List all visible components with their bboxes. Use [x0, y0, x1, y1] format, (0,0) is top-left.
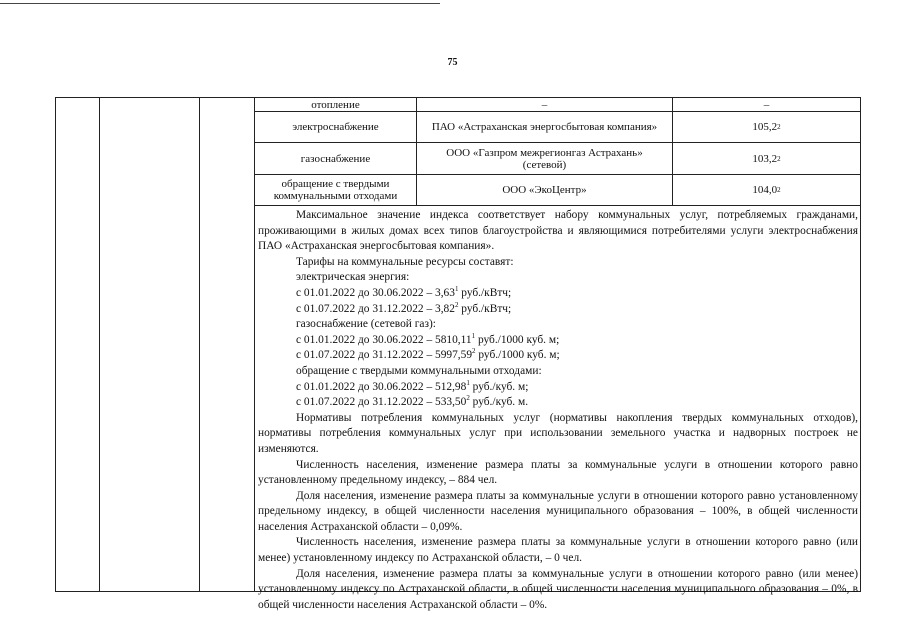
- service-index: 104,0 2: [752, 184, 781, 196]
- service-provider: ПАО «Астраханская энергосбытовая компания»: [431, 121, 658, 133]
- service-index: 103,2 2: [752, 152, 781, 165]
- service-name: электроснабжение: [292, 121, 379, 133]
- electricity-tariff-2: с 01.07.2022 до 31.12.2022 – 3,82$^2$ руб./кВтч;: [296, 300, 512, 315]
- service-index: –: [763, 98, 770, 111]
- paragraph-share-1: Доля населения, изменение размера платы за коммунальные услуги в отношении которого равно установленному предельному индексу, в общей численности населения муниципального образования – 100%, в общей численности населения Астраханской области – 0,09%.: [258, 489, 858, 533]
- service-name: газоснабжение: [300, 152, 371, 165]
- waste-tariff-1: с 01.01.2022 до 30.06.2022 – 512,98$^1$ руб./куб. м;: [296, 378, 529, 393]
- column-divider: [99, 98, 100, 591]
- service-index: 105,2 2: [752, 121, 781, 133]
- paragraph-population-1: Численность населения, изменение размера платы за коммунальные услуги в отношении которого равно установленному предельному индексу, – 884 чел.: [258, 458, 858, 487]
- tariffs-intro: Тарифы на коммунальные ресурсы составят:: [296, 255, 514, 268]
- waste-tariff-2: с 01.07.2022 до 31.12.2022 – 533,50$^2$ руб./куб. м.: [296, 394, 529, 409]
- service-provider: ООО «Газпром межрегионгаз Астрахань» (сетевой): [446, 146, 643, 171]
- service-provider: –: [541, 98, 548, 111]
- service-name: обращение с твердыми коммунальными отходами: [273, 178, 398, 202]
- gas-tariff-2: с 01.07.2022 до 31.12.2022 – 5997,59$^2$ руб./1000 куб. м;: [296, 347, 560, 362]
- service-provider: ООО «ЭкоЦентр»: [502, 184, 587, 196]
- row-divider: [254, 205, 860, 206]
- waste-label: обращение с твердыми коммунальными отходами:: [296, 364, 542, 377]
- gas-label: газоснабжение (сетевой газ):: [296, 318, 436, 331]
- body-text: [258, 208, 858, 613]
- paragraph-share-2: Доля населения, изменение размера платы за коммунальные услуги в отношении которого равно (или менее) установленному индексу по Астраханской области, в общей численности населения муниципального образования – 0%, в общей численности населения Астраханской области – 0%.: [258, 567, 858, 611]
- paragraph-max-index: Максимальное значение индекса соответствует набору коммунальных услуг, потребляемых гражданами, проживающими в жилых домах всех типов благоустройства и являющимися потребителями услуги электроснабжения ПАО «Астраханская энергосбытовая компания».: [258, 209, 858, 253]
- page-number: 75: [447, 57, 458, 68]
- electricity-label: электрическая энергия:: [296, 271, 410, 284]
- paragraph-population-2: Численность населения, изменение размера платы за коммунальные услуги в отношении которого равно (или менее) установленному индексу по Астраханской области, – 0 чел.: [258, 536, 858, 565]
- gas-tariff-1: с 01.01.2022 до 30.06.2022 – 5810,11$^1$ руб./1000 куб. м;: [296, 331, 560, 346]
- electricity-tariff-1: с 01.01.2022 до 30.06.2022 – 3,63$^1$ руб./кВтч;: [296, 285, 512, 299]
- column-divider: [199, 98, 200, 591]
- top-scan-line: [0, 3, 440, 4]
- service-name: отопление: [311, 98, 360, 111]
- paragraph-norms: Нормативы потребления коммунальных услуг (нормативы накопления твердых коммунальных отходов), нормативы потребления коммунальных услуг при использовании земельного участка и надворных построек не изменяются.: [258, 411, 858, 455]
